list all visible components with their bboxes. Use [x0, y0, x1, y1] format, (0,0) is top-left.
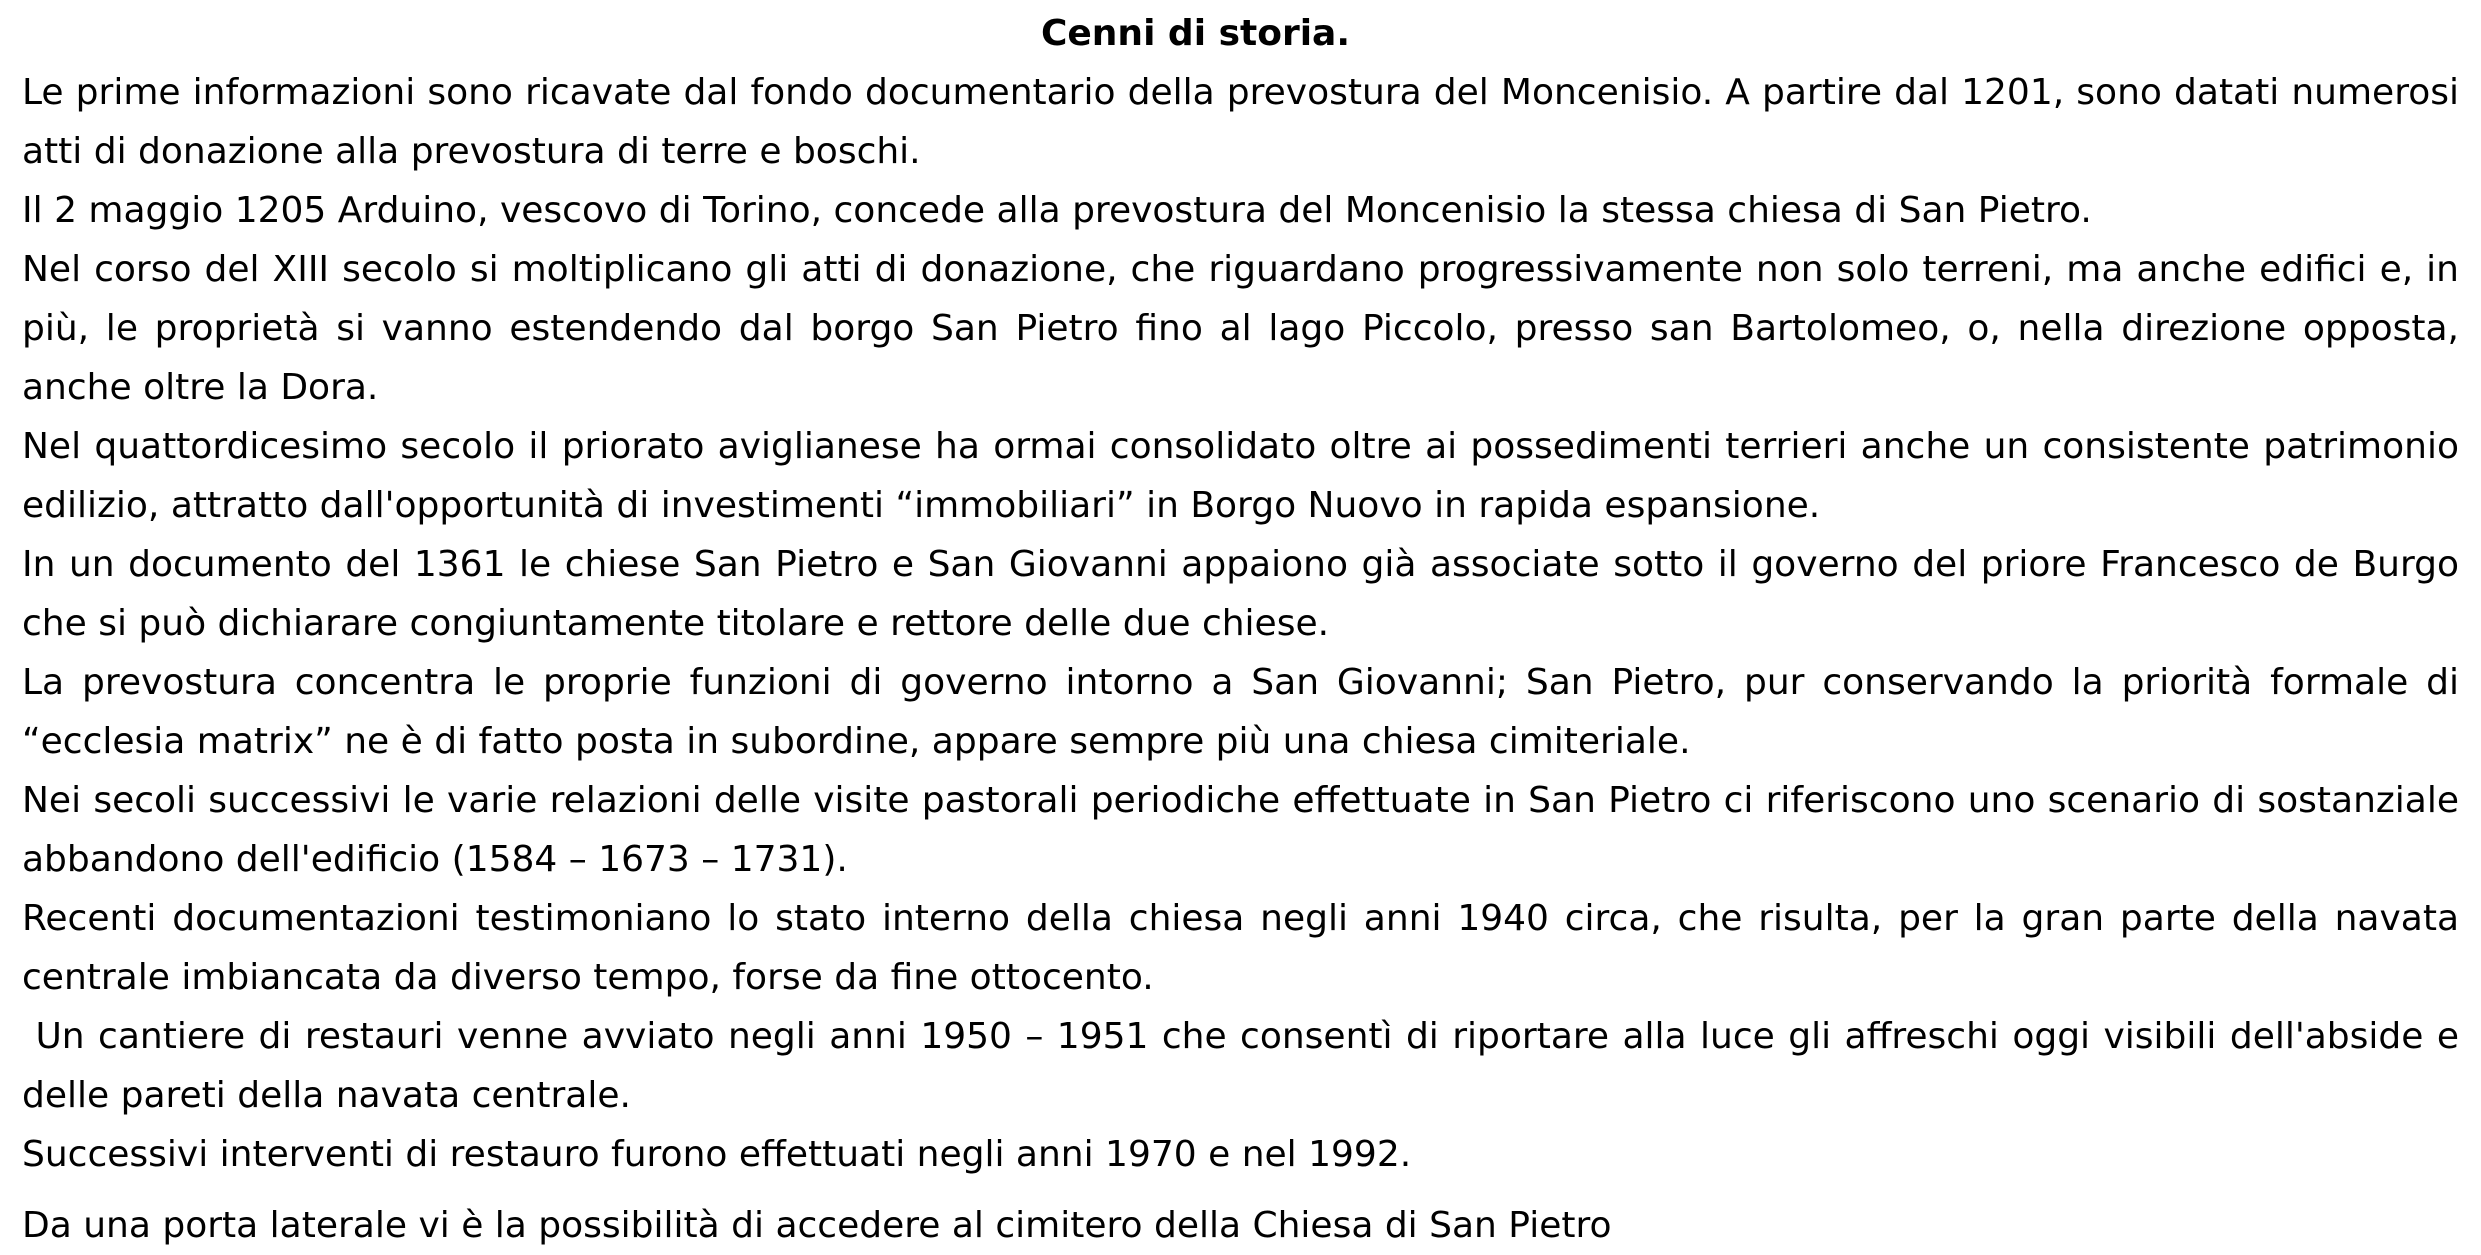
paragraph-10: Successivi interventi di restauro furono effettuati negli anni 1970 e nel 1992.: [22, 1134, 1412, 1175]
paragraph-2: Il 2 maggio 1205 Arduino, vescovo di Torino, concede alla prevostura del Moncenisio la stessa chiesa di San Pietro.: [22, 190, 2092, 231]
paragraph-7: Nei secoli successivi le varie relazioni delle visite pastorali periodiche effettuate in San Pietro ci riferiscono uno scenario di sostanziale abbandono dell'edificio (1584 – 1673 – 1731).: [22, 780, 2459, 880]
paragraph-5: In un documento del 1361 le chiese San Pietro e San Giovanni appaiono già associate sotto il governo del priore Francesco de Burgo che si può dichiarare congiuntamente titolare e rettore delle due chiese.: [22, 544, 2459, 644]
paragraph-9: Un cantiere di restauri venne avviato negli anni 1950 – 1951 che consentì di riportare alla luce gli affreschi oggi visibili dell'abside e delle pareti della navata centrale.: [22, 1016, 2471, 1116]
paragraph-6: La prevostura concentra le proprie funzioni di governo intorno a San Giovanni; San Pietro, pur conservando la priorità formale di “ecclesia matrix” ne è di fatto posta in subordine, appare sempre più una chiesa cimiteriale.: [22, 662, 2459, 762]
document-title: Cenni di storia.: [1040, 13, 1351, 54]
closing-line: Da una porta laterale vi è la possibilità di accedere al cimitero della Chiesa di San Pietro: [22, 1205, 1612, 1246]
paragraph-1: Le prime informazioni sono ricavate dal fondo documentario della prevostura del Moncenisio. A partire dal 1201, sono datati numerosi atti di donazione alla prevostura di terre e boschi.: [22, 72, 2459, 172]
paragraph-spacer: [22, 1184, 2459, 1196]
paragraph-8: Recenti documentazioni testimoniano lo stato interno della chiesa negli anni 1940 circa, che risulta, per la gran parte della navata centrale imbiancata da diverso tempo, forse da fine ottocento.: [22, 898, 2459, 998]
paragraph-4: Nel quattordicesimo secolo il priorato aviglianese ha ormai consolidato oltre ai possedimenti terrieri anche un consistente patrimonio edilizio, attratto dall'opportunità di investimenti “immobiliari” in Borgo Nuovo in rapida espansione.: [22, 426, 2459, 526]
paragraph-3: Nel corso del XIII secolo si moltiplicano gli atti di donazione, che riguardano progressivamente non solo terreni, ma anche edifici e, in più, le proprietà si vanno estendendo dal borgo San Pietro fino al lago Piccolo, presso san Bartolomeo, o, nella direzione opposta, anche oltre la Dora.: [22, 249, 2459, 408]
